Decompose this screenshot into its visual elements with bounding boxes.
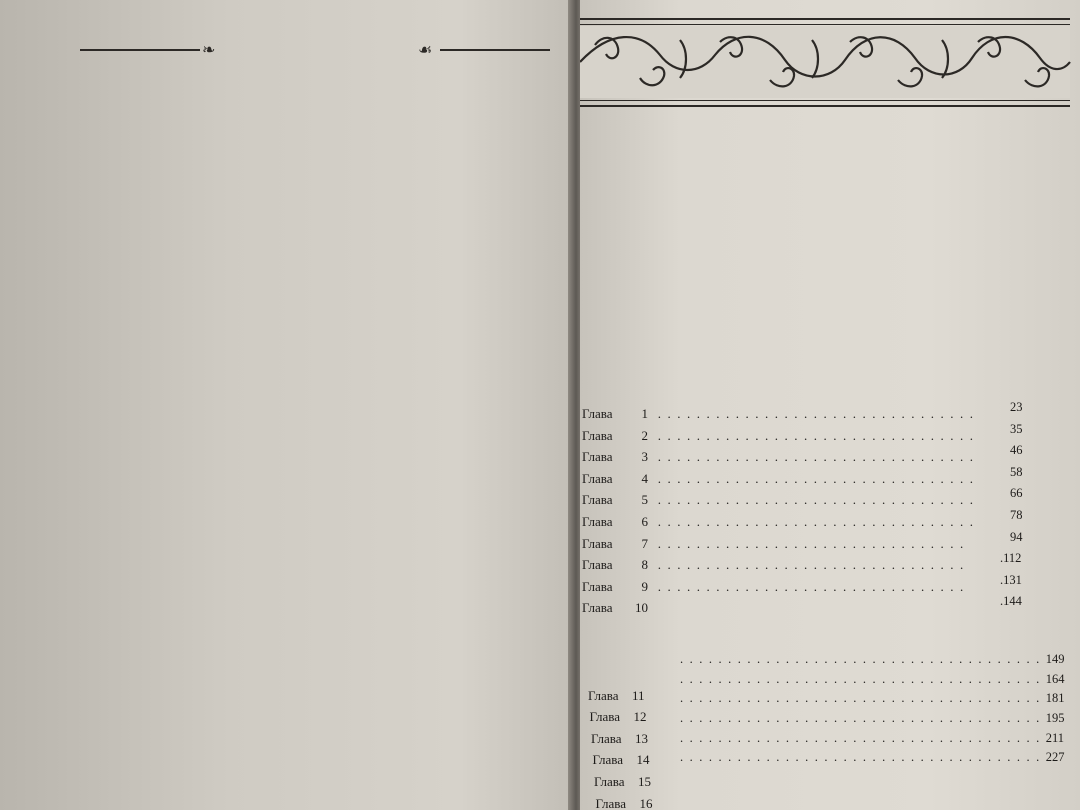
toc-chapter-entry[interactable] [582, 600, 648, 616]
chapter-number: 13 [635, 731, 648, 746]
chapter-page-number [680, 691, 1065, 706]
leader-dots: ................................ [648, 535, 970, 551]
chapter-page-value: 211 [1045, 731, 1065, 745]
toc-chapter-entry[interactable] [582, 557, 970, 573]
toc-chapter-entry[interactable] [596, 796, 653, 810]
chapter-number: 1 [641, 406, 648, 421]
flourish-right-icon: ☙ [418, 40, 433, 59]
chapter-word: Глава [595, 796, 627, 810]
chapter-page-number: 58 [1010, 464, 1023, 479]
chapter-page-number [680, 711, 1065, 726]
chapter-number: 6 [641, 514, 648, 529]
chapter-word: Глава [592, 752, 624, 767]
leader-dots: ................................. [648, 514, 980, 529]
header-rule-left [80, 49, 200, 51]
toc-chapter-entry[interactable] [582, 579, 970, 595]
chapter-number: 2 [641, 427, 648, 443]
chapter-word: Глава [582, 600, 613, 616]
toc-chapter-entry[interactable] [582, 406, 980, 422]
chapter-page-value: 164 [1045, 672, 1065, 686]
chapter-word: Глава [589, 709, 621, 724]
chapter-page-number: .112 [1000, 551, 1022, 566]
chapter-page-number: .131 [1000, 572, 1022, 587]
flourish-left-icon: ❧ [202, 40, 216, 59]
chapter-page-value: 195 [1045, 711, 1065, 725]
chapter-page-number: 23 [1010, 400, 1023, 414]
chapter-number: 4 [641, 470, 648, 486]
leader-dots: ................................ [648, 557, 970, 573]
toc-chapter-entry[interactable] [582, 471, 980, 487]
leader-dots: ................................ [648, 578, 970, 594]
chapter-page-number: 94 [1010, 529, 1023, 544]
toc-chapter-entry[interactable] [582, 492, 980, 508]
toc-chapter-entry[interactable] [582, 449, 980, 465]
chapter-word: Глава [582, 406, 613, 421]
leader-dots: ...................................... [680, 691, 1046, 705]
chapter-number: 8 [641, 557, 648, 573]
chapter-word: Глава [582, 514, 613, 529]
right-page [580, 0, 1080, 810]
chapter-word: Глава [582, 449, 613, 465]
chapter-page-number [680, 652, 1065, 667]
chapter-page-number [680, 750, 1065, 765]
chapter-number: 11 [632, 688, 645, 703]
header-rule-right [440, 49, 550, 51]
chapter-page-number [680, 672, 1065, 687]
chapter-number: 16 [639, 796, 653, 810]
chapter-number: 5 [641, 492, 648, 508]
chapter-word: Глава [594, 774, 625, 789]
leader-dots: ................................. [648, 406, 980, 421]
chapter-word: Глава [582, 492, 613, 508]
leader-dots: ................................. [648, 492, 980, 508]
chapter-page-number [680, 731, 1064, 746]
leader-dots: ................................. [648, 470, 980, 486]
chapter-page-value: 181 [1045, 691, 1065, 705]
ornamental-border-icon [580, 0, 1080, 130]
toc-chapter-entry[interactable] [590, 709, 647, 725]
chapter-word: Глава [591, 731, 622, 746]
chapter-word: Глава [582, 578, 613, 594]
chapter-number: 10 [635, 600, 648, 616]
leader-dots: ................................. [648, 427, 980, 443]
toc-chapter-entry[interactable] [582, 428, 980, 444]
chapter-number: 7 [641, 535, 648, 551]
toc-chapter-entry[interactable] [594, 774, 651, 790]
chapter-page-number: 66 [1010, 486, 1023, 501]
chapter-number: 9 [641, 578, 648, 594]
leader-dots: ...................................... [680, 672, 1046, 686]
chapter-number: 3 [641, 449, 648, 465]
chapter-page-number: .144 [1000, 594, 1022, 609]
leader-dots: ...................................... [680, 750, 1046, 764]
leader-dots: ...................................... [680, 731, 1046, 745]
chapter-page-number: 46 [1010, 443, 1023, 458]
leader-dots: ...................................... [680, 711, 1046, 725]
leader-dots: ...................................... [680, 652, 1046, 666]
chapter-page-value: 227 [1045, 750, 1065, 764]
chapter-word: Глава [582, 470, 613, 486]
chapter-word: Глава [588, 688, 619, 703]
chapter-word: Глава [582, 427, 613, 443]
chapter-number: 12 [633, 709, 647, 724]
chapter-number: 14 [636, 752, 650, 767]
chapter-page-value: 149 [1045, 652, 1065, 666]
toc-chapter-entry[interactable] [582, 536, 970, 552]
toc-chapter-entry[interactable] [582, 514, 980, 530]
chapter-word: Глава [582, 535, 613, 551]
toc-chapter-entry[interactable] [588, 688, 645, 704]
running-header [80, 38, 555, 62]
leader-dots: ................................. [648, 449, 980, 465]
toc-chapter-entry[interactable] [593, 752, 650, 768]
chapter-number: 15 [638, 774, 651, 789]
chapter-page-number: 78 [1010, 508, 1023, 522]
chapter-word: Глава [582, 557, 613, 573]
toc-chapter-entry[interactable] [591, 731, 648, 747]
chapter-page-number: 35 [1010, 421, 1023, 436]
